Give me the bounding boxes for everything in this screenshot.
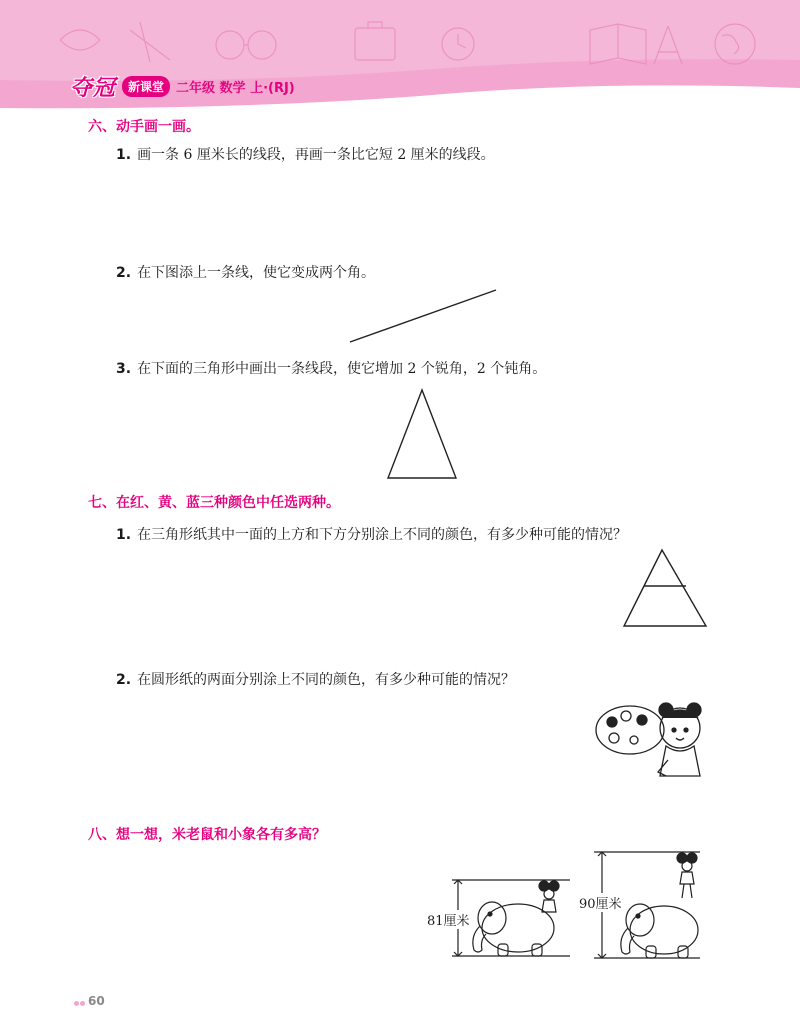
question-text: 画一条 6 厘米长的线段，再画一条比它短 2 厘米的线段。 — [137, 147, 495, 163]
question-text: 在下面的三角形中画出一条线段，使它增加 2 个锐角，2 个钝角。 — [137, 361, 547, 377]
question-number: 2. — [116, 672, 132, 688]
page-header — [0, 0, 800, 112]
question-text: 在圆形纸的两面分别涂上不同的颜色，有多少种可能的情况？ — [137, 672, 516, 688]
question-6-2 — [116, 262, 375, 282]
question-7-1 — [116, 524, 627, 544]
height-label-81: 81厘米 — [426, 910, 471, 929]
divided-triangle-figure — [616, 544, 716, 634]
question-number: 1. — [116, 527, 132, 543]
section-8-title: 八、想一想，米老鼠和小象各有多高？ — [88, 827, 326, 843]
section-6-title: 六、动手画一画。 — [88, 119, 200, 135]
question-number: 1. — [116, 147, 132, 163]
brand-bar — [70, 70, 295, 102]
decorative-dot — [74, 1001, 79, 1006]
girl-with-palette-illustration — [590, 690, 720, 790]
ray-line-figure — [340, 284, 510, 348]
question-7-2 — [116, 669, 515, 689]
triangle-figure — [380, 384, 470, 484]
decorative-dot — [80, 1001, 85, 1006]
question-text: 在下图添上一条线，使它变成两个角。 — [137, 265, 376, 281]
brand-tag: 新课堂 — [122, 76, 170, 97]
question-6-1 — [116, 144, 495, 164]
section-7-title: 七、在红、黄、蓝三种颜色中任选两种。 — [88, 495, 340, 511]
height-label-90: 90厘米 — [578, 893, 623, 912]
brand-logo: 夺冠 — [70, 75, 117, 101]
question-number: 2. — [116, 265, 132, 281]
question-6-3 — [116, 358, 546, 378]
question-number: 3. — [116, 361, 132, 377]
page-number: 60 — [88, 994, 105, 1008]
question-text: 在三角形纸其中一面的上方和下方分别涂上不同的颜色，有多少种可能的情况？ — [137, 527, 628, 543]
brand-subject: 二年级 数学 上·(RJ) — [176, 80, 295, 96]
